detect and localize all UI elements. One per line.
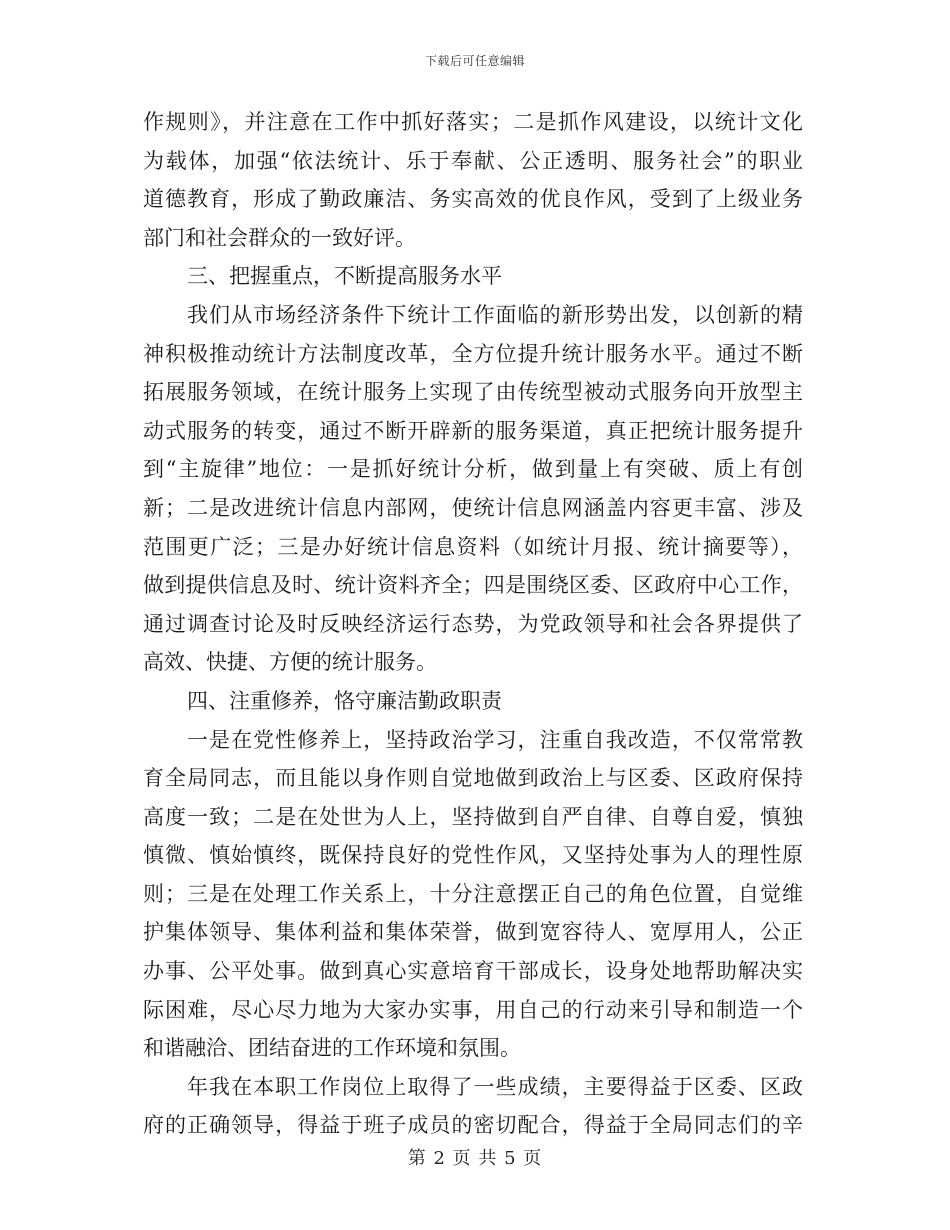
text-line: 范围更广泛；三是办好统计信息资料（如统计月报、统计摘要等），	[143, 534, 803, 559]
text-line: 一是在党性修养上，坚持政治学习，注重自我改造，不仅常常教	[187, 727, 803, 752]
text-line: 则；三是在处理工作关系上，十分注意摆正自己的角色位置，自觉维	[143, 881, 803, 906]
text-line: 新；二是改进统计信息内部网，使统计信息网涵盖内容更丰富、涉及	[143, 495, 803, 520]
page-footer: 第 2 页 共 5 页	[407, 1148, 543, 1169]
text-line: 我们从市场经济条件下统计工作面临的新形势出发，以创新的精	[187, 302, 803, 327]
text-line: 拓展服务领域，在统计服务上实现了由传统型被动式服务向开放型主	[143, 380, 803, 405]
text-line: 道德教育，形成了勤政廉洁、务实高效的优良作风，受到了上级业务	[143, 187, 803, 212]
text-line: 年我在本职工作岗位上取得了一些成绩，主要得益于区委、区政	[187, 1074, 803, 1099]
text-line: 际困难，尽心尽力地为大家办实事，用自己的行动来引导和制造一个	[143, 997, 803, 1022]
text-line: 办事、公平处事。做到真心实意培育干部成长，设身处地帮助解决实	[143, 959, 803, 984]
text-line: 高效、快捷、方便的统计服务。	[143, 650, 437, 675]
text-line: 高度一致；二是在处世为人上，坚持做到自严自律、自尊自爱，慎独	[143, 804, 803, 829]
text-line: 神积极推动统计方法制度改革，全方位提升统计服务水平。通过不断	[143, 341, 803, 366]
text-line: 护集体领导、集体利益和集体荣誉，做到宽容待人、宽厚用人，公正	[143, 920, 803, 945]
section-heading: 三、把握重点，不断提高服务水平	[187, 264, 502, 289]
page-header: 下载后可任意编辑	[424, 54, 525, 68]
text-line: 通过调查讨论及时反映经济运行态势，为党政领导和社会各界提供了	[143, 611, 803, 636]
section-heading: 四、注重修养，恪守廉洁勤政职责	[187, 688, 502, 713]
text-line: 做到提供信息及时、统计资料齐全；四是围绕区委、区政府中心工作，	[143, 573, 803, 598]
text-line: 动式服务的转变，通过不断开辟新的服务渠道，真正把统计服务提升	[143, 418, 803, 443]
text-line: 和谐融洽、团结奋进的工作环境和氛围。	[143, 1036, 521, 1061]
document-body	[143, 103, 803, 1145]
text-line: 作规则》，并注意在工作中抓好落实；二是抓作风建设，以统计文化	[143, 110, 803, 134]
text-line: 慎微、慎始慎终，既保持良好的党性作风，又坚持处事为人的理性原	[143, 843, 803, 868]
text-line: 府的正确领导，得益于班子成员的密切配合，得益于全局同志们的辛	[143, 1113, 803, 1138]
text-line: 为载体，加强“依法统计、乐于奉献、公正透明、服务社会”的职业	[143, 148, 803, 173]
text-line: 到“主旋律”地位：一是抓好统计分析，做到量上有突破、质上有创	[143, 457, 803, 482]
text-line: 育全局同志，而且能以身作则自觉地做到政治上与区委、区政府保持	[143, 766, 803, 791]
text-line: 部门和社会群众的一致好评。	[143, 225, 416, 250]
